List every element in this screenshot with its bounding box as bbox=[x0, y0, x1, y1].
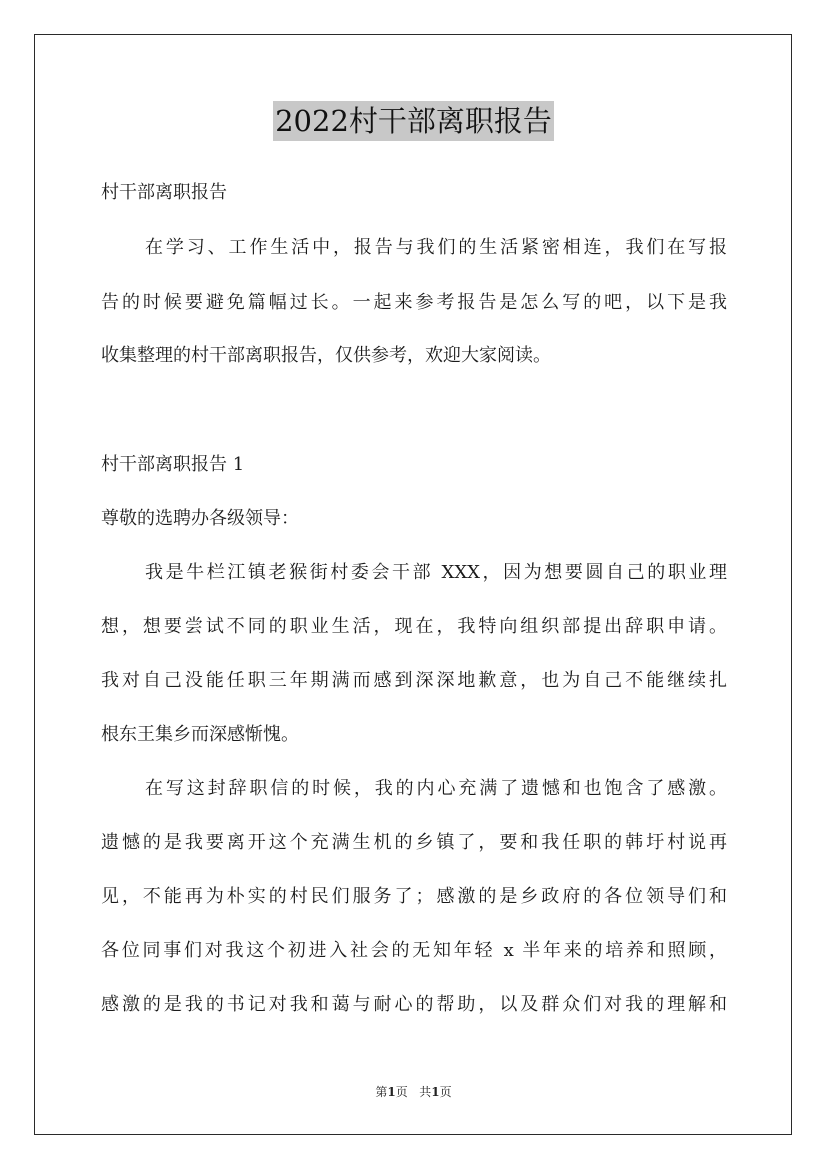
page-number: 1 bbox=[387, 1085, 396, 1099]
paragraph1-line: 我对自己没能任职三年期满而感到深深地歉意，也为自己不能继续扎 bbox=[101, 670, 727, 691]
paragraph2-line: 在写这封辞职信的时候，我的内心充满了遗憾和也饱含了感激。 bbox=[145, 778, 727, 799]
paragraph2-line: 见，不能再为朴实的村民们服务了；感激的是乡政府的各位领导们和 bbox=[101, 886, 727, 907]
paragraph1-line: 我是牛栏江镇老猴街村委会干部 XXX，因为想要圆自己的职业理 bbox=[145, 562, 727, 583]
paragraph1-line: 想，想要尝试不同的职业生活，现在，我特向组织部提出辞职申请。 bbox=[101, 616, 727, 637]
page-footer bbox=[0, 1083, 827, 1100]
paragraph2-line: 遗憾的是我要离开这个充满生机的乡镇了，要和我任职的韩圩村说再 bbox=[101, 832, 727, 853]
intro-line: 告的时候要避免篇幅过长。一起来参考报告是怎么写的吧，以下是我 bbox=[101, 292, 727, 313]
total-prefix: 共 bbox=[419, 1085, 432, 1099]
page-unit: 页 bbox=[395, 1085, 408, 1099]
subtitle: 村干部离职报告 bbox=[101, 182, 227, 203]
intro-line: 收集整理的村干部离职报告，仅供参考，欢迎大家阅读。 bbox=[101, 345, 551, 366]
paragraph1-line: 根东王集乡而深感惭愧。 bbox=[101, 724, 299, 745]
title-wrap bbox=[0, 101, 827, 141]
total-pages: 1 bbox=[431, 1085, 440, 1099]
intro-line: 在学习、工作生活中，报告与我们的生活紧密相连，我们在写报 bbox=[145, 237, 727, 258]
page-prefix: 第 bbox=[375, 1085, 388, 1099]
section-heading: 村干部离职报告 1 bbox=[101, 454, 245, 475]
paragraph2-line: 感激的是我的书记对我和蔼与耐心的帮助，以及群众们对我的理解和 bbox=[101, 994, 727, 1015]
document-title: 2022村干部离职报告 bbox=[273, 101, 554, 141]
paragraph2-line: 各位同事们对我这个初进入社会的无知年轻 x 半年来的培养和照顾， bbox=[101, 940, 727, 961]
salutation: 尊敬的选聘办各级领导： bbox=[101, 508, 299, 529]
total-unit: 页 bbox=[439, 1085, 452, 1099]
